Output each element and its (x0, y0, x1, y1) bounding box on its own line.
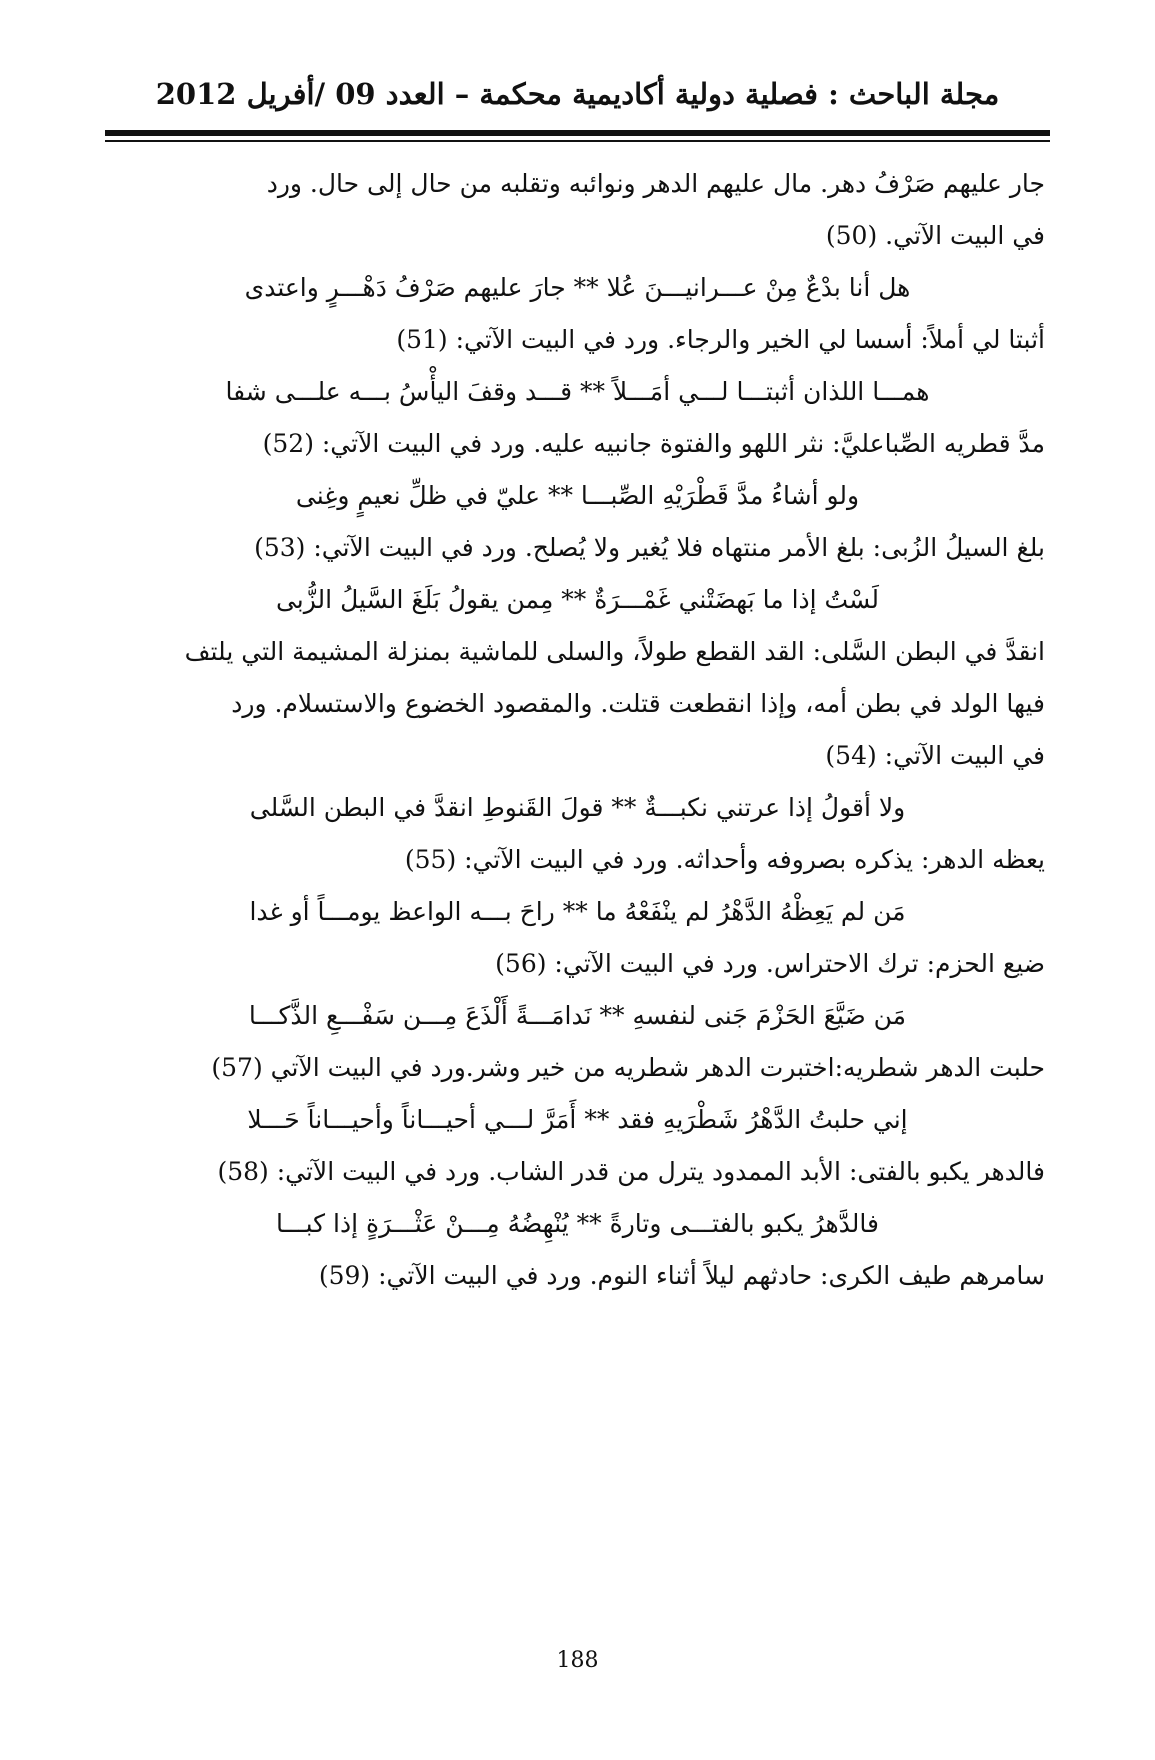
verse-line: مَن لم يَعِظْهُ الدَّهْرُ لم ينْفَعْهُ ما ** راحَ بـــه الواعظ يومـــاً أو غدا (249, 897, 906, 926)
prose-line: فالدهر يكبو بالفتى: الأبد الممدود يترل من قدر الشاب. ورد في البيت الآتي: (58) (217, 1157, 1045, 1186)
body-text (110, 158, 1045, 1302)
verse-line: لَسْتُ إذا ما بَهضَتْني غَمْـــرَةٌ ** مِمن يقولُ بَلَغَ السَّيلُ الزُّبى (275, 585, 880, 614)
verse-line: ولا أقولُ إذا عرتني نكبـــةٌ ** قولَ القَنوطِ انقدَّ في البطن السَّلى (249, 793, 906, 822)
verse-line: ولو أشاءُ مدَّ قَطْرَيْهِ الصِّبـــا ** عليّ في ظلِّ نعيمٍ وغِنى (295, 481, 860, 510)
prose-line: مدَّ قطريه الصِّباعليَّ: نثر اللهو والفتوة جانبيه عليه. ورد في البيت الآتي: (52) (262, 429, 1045, 458)
prose-line: بلغ السيلُ الزُبى: بلغ الأمر منتهاه فلا يُغير ولا يُصلح. ورد في البيت الآتي: (53) (254, 533, 1045, 562)
verse-line: إني حلبتُ الدَّهْرُ شَطْرَيهِ فقد ** أَمَرَّ لـــي أحيـــاناً وأحيـــاناً حَـــلا (247, 1105, 908, 1134)
prose-line: ضيع الحزم: ترك الاحتراس. ورد في البيت الآتي: (56) (495, 949, 1045, 978)
prose-line: جار عليهم صَرْفُ دهر. مال عليهم الدهر ونوائبه وتقلبه من حال إلى حال. ورد (266, 169, 1045, 198)
journal-header: مجلة الباحث : فصلية دولية أكاديمية محكمة – العدد 09 /أفريل 2012 (155, 77, 1000, 111)
prose-line: يعظه الدهر: يذكره بصروفه وأحداثه. ورد في البيت الآتي: (55) (404, 845, 1045, 874)
prose-line: فيها الولد في بطن أمه، وإذا انقطعت قتلت. والمقصود الخضوع والاستسلام. ورد (231, 689, 1045, 718)
verse-line: همـــا اللذان أثبتـــا لـــي أمَـــلاً ** قـــد وقفَ اليأْسُ بـــه علـــى شفا (225, 377, 930, 406)
prose-line: انقدَّ في البطن السَّلى: القد القطع طولاً، والسلى للماشية بمنزلة المشيمة التي يلتف (184, 637, 1045, 666)
prose-line: في البيت الآتي. (50) (825, 221, 1045, 250)
header-rule-thick (105, 130, 1050, 136)
verse-line: فالدَّهرُ يكبو بالفتـــى وتارةً ** يُنْهِضُهُ مِـــنْ عَثْـــرَةٍ إذا كبـــا (276, 1209, 879, 1238)
prose-line: حلبت الدهر شطريه:اختبرت الدهر شطريه من خير وشر.ورد في البيت الآتي (57) (211, 1053, 1045, 1082)
verse-line: مَن ضَيَّعَ الحَزْمَ جَنى لنفسهِ ** نَدامَـــةً أَلْذَعَ مِـــن سَفْـــعِ الذَّكـــا (248, 1001, 907, 1030)
prose-line: في البيت الآتي: (54) (825, 741, 1045, 770)
header-rule-thin (105, 140, 1050, 142)
verse-line: هل أنا بدْعٌ مِنْ عـــرانيـــنَ عُلا ** جارَ عليهم صَرْفُ دَهْـــرٍ واعتدى (244, 273, 911, 302)
prose-line: سامرهم طيف الكرى: حادثهم ليلاً أثناء النوم. ورد في البيت الآتي: (59) (318, 1261, 1045, 1290)
prose-line: أثبتا لي أملاً: أسسا لي الخير والرجاء. ورد في البيت الآتي: (51) (396, 325, 1045, 354)
page-number: 188 (556, 1648, 599, 1673)
